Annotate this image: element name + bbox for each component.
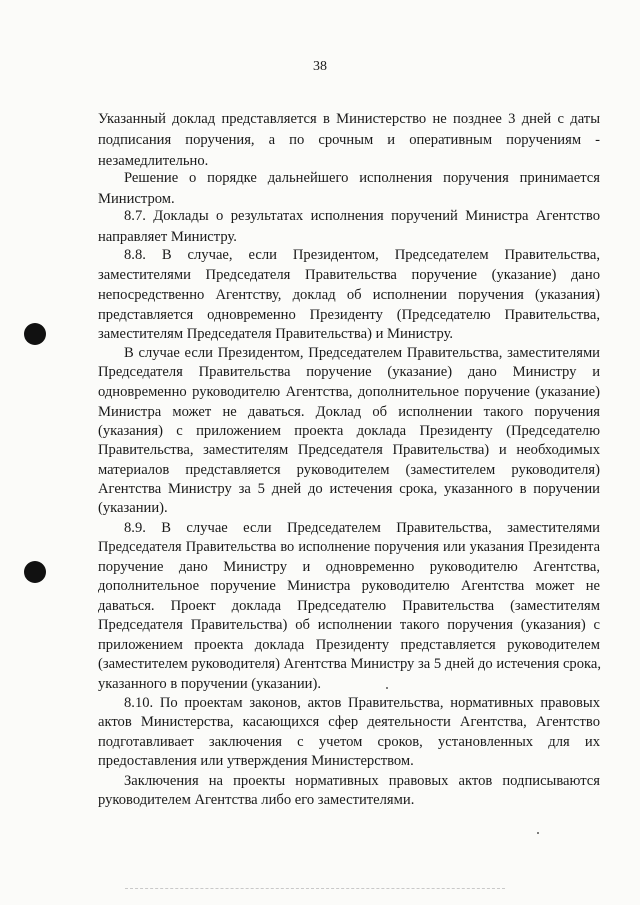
text-line: актов Министерства, касающихся сфер деятельности Агентства, Агентство bbox=[98, 714, 600, 730]
text-line: заместителями Председателя Правительства поручение (указание) дано bbox=[98, 267, 600, 283]
text-line: Председателя Правительства во исполнение поручения или указания Президента bbox=[98, 539, 600, 555]
text-line: дополнительное поручение Министра руководителю Агентства может не bbox=[98, 578, 600, 594]
text-line: (указания) с приложением проекта доклада Президенту (Председателю bbox=[98, 423, 600, 439]
punch-hole-top bbox=[24, 323, 46, 345]
section-8-9-line: 8.9. В случае если Председателем Правительства, заместителями bbox=[124, 520, 600, 536]
text-line: Правительства, заместителям Председателя Правительства) и необходимых bbox=[98, 442, 600, 458]
text-line: незамедлительно. bbox=[98, 153, 209, 169]
text-line: приложением проекта доклада Президенту представляется руководителем bbox=[98, 637, 600, 653]
text-line: указанного в поручении (указании). bbox=[98, 676, 321, 692]
text-line: непосредственно Агентству, доклад об исполнении поручения (указания) bbox=[98, 287, 600, 303]
text-line: (заместителем руководителя) Агентства Министру за 5 дней до истечения срока, bbox=[98, 656, 602, 672]
text-line: направляет Министру. bbox=[98, 229, 237, 245]
scan-speck bbox=[386, 687, 388, 689]
text-line: предоставления или утверждения Министерством. bbox=[98, 753, 414, 769]
section-8-10-line: 8.10. По проектам законов, актов Правительства, нормативных правовых bbox=[124, 695, 600, 711]
text-line: заместителям Председателя Правительства) и Министру. bbox=[98, 326, 454, 342]
text-line: Министра может не даваться. Доклад об исполнении такого поручения bbox=[98, 404, 600, 420]
text-line: (указании). bbox=[98, 500, 168, 516]
text-line: Председателя Правительства поручение (указание) дано Министру и bbox=[98, 364, 600, 380]
text-line: одновременно руководителю Агентства, дополнительное поручение (указание) bbox=[98, 384, 600, 400]
scan-edge-line bbox=[125, 888, 505, 889]
text-line: материалов представляется руководителем (заместителем руководителя) bbox=[98, 462, 600, 478]
text-line: даваться. Проект доклада Председателю Правительства (заместителям bbox=[98, 598, 600, 614]
punch-hole-bottom bbox=[24, 561, 46, 583]
text-line: подписания поручения, а по срочным и оперативным поручениям - bbox=[98, 132, 600, 148]
text-line: Заключения на проекты нормативных правовых актов подписываются bbox=[124, 773, 600, 789]
text-line: Министром. bbox=[98, 191, 175, 207]
text-line: представляется одновременно Президенту (Председателю Правительства, bbox=[98, 307, 600, 323]
section-8-7-line: 8.7. Доклады о результатах исполнения поручений Министра Агентство bbox=[124, 208, 600, 224]
text-line: Агентства Министру за 5 дней до истечения срока, указанного в поручении bbox=[98, 481, 600, 497]
text-line: Решение о порядке дальнейшего исполнения поручения принимается bbox=[124, 170, 600, 186]
text-line: руководителем Агентства либо его заместителями. bbox=[98, 792, 415, 808]
text-line: поручение дано Министру и одновременно руководителю Агентства, bbox=[98, 559, 600, 575]
text-line: Председателя Правительства) об исполнении такого поручения (указания) с bbox=[98, 617, 600, 633]
section-8-8-line: 8.8. В случае, если Президентом, Председателем Правительства, bbox=[124, 247, 600, 263]
scan-speck bbox=[537, 832, 539, 834]
page-number: 38 bbox=[313, 59, 327, 74]
text-line: В случае если Президентом, Председателем Правительства, заместителями bbox=[124, 345, 600, 361]
text-line: подготавливает заключения с учетом сроков, установленных для их bbox=[98, 734, 600, 750]
text-line: Указанный доклад представляется в Министерство не позднее 3 дней с даты bbox=[98, 111, 600, 127]
